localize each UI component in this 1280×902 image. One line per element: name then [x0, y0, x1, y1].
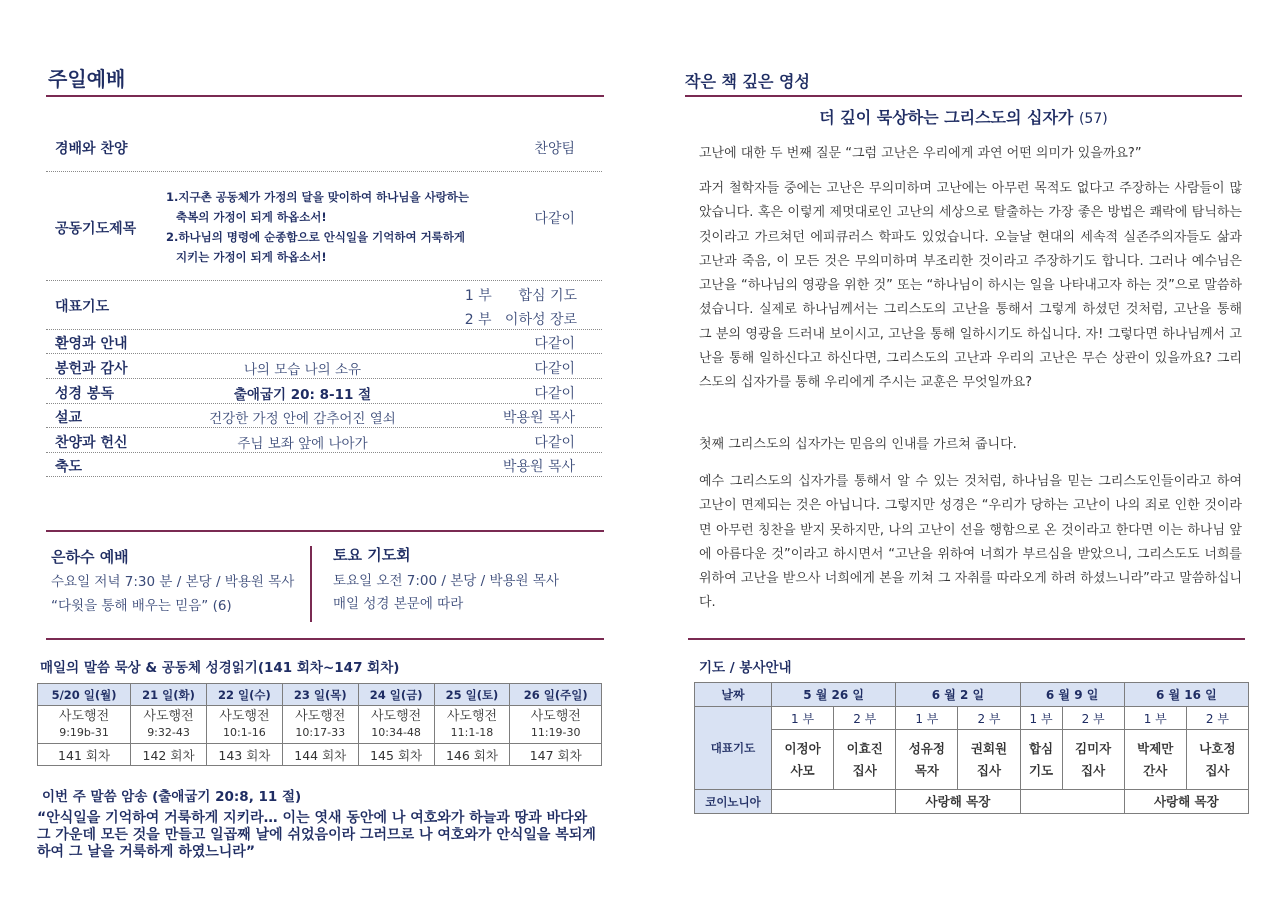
duty-part: 1 부	[772, 707, 834, 730]
prayer-topic-1b: 축복의 가정이 되게 하옵소서!	[176, 210, 327, 224]
reading-round: 142 회차	[131, 744, 207, 766]
order-label-scripture: 성경 봉독	[55, 386, 114, 402]
prayer-topic-1a: 1.지구촌 공동체가 가정의 달을 맞이하여 하나님을 사랑하는	[166, 190, 470, 204]
reading-books-row	[38, 706, 602, 744]
reading-round: 147 회차	[510, 744, 602, 766]
duty-koinonia: 사랑해 목장	[896, 790, 1020, 814]
order-rep-prayer-part1: 1 부 합심 기도	[464, 288, 577, 304]
duty-date: 6 월 9 일	[1020, 683, 1124, 707]
duty-prayer-label: 대표기도	[695, 707, 772, 790]
reading-book-cell: 사도행전 10:34-48	[358, 706, 434, 744]
reading-day: 5/20 일(월)	[38, 684, 131, 706]
duty-part: 2 부	[1062, 707, 1124, 730]
reading-book-cell: 사도행전 10:17-33	[282, 706, 358, 744]
duty-date: 5 월 26 일	[772, 683, 896, 707]
order-label-sermon: 설교	[55, 410, 83, 426]
duty-part: 1 부	[1124, 707, 1186, 730]
memory-verse-text: “안식일을 기억하여 거룩하게 지키라… 이는 엿새 동안에 나 여호와가 하늘과 땅과 바다와 그 가운데 모든 것을 만들고 일곱째 날에 쉬었음이라 그러므로 나 여호와가 안식일을 복되게 하여 그 날을 거룩하게 하였느니라”	[37, 810, 596, 860]
sat-service-title: 토요 기도회	[333, 546, 411, 564]
services-divider	[310, 546, 312, 622]
duty-koinonia	[772, 790, 896, 814]
article-point-1: 첫째 그리스도의 십자가는 믿음의 인내를 가르쳐 줍니다.	[699, 437, 1017, 452]
duty-prayer-person: 김미자 집사	[1062, 730, 1124, 790]
duty-date: 6 월 16 일	[1124, 683, 1248, 707]
duty-part: 2 부	[1186, 707, 1248, 730]
title-rule	[46, 95, 604, 97]
order-leader-benediction: 박용원 목사	[502, 459, 575, 475]
order-leader-prayer-topics: 다같이	[534, 211, 575, 227]
reading-round: 145 회차	[358, 744, 434, 766]
duty-prayer-person: 나호정 집사	[1186, 730, 1248, 790]
reading-book-cell: 사도행전 11:19-30	[510, 706, 602, 744]
duty-part: 2 부	[834, 707, 896, 730]
wed-service-title: 은하수 예배	[51, 548, 129, 566]
duty-date-label: 날짜	[695, 683, 772, 707]
sat-service-text: 매일 성경 본문에 따라	[333, 596, 464, 612]
wed-service-time: 수요일 저녁 7:30 분 / 본당 / 박용원 목사	[51, 574, 295, 590]
duty-prayer-person: 권회원 집사	[958, 730, 1020, 790]
article-paragraph-2: 예수 그리스도의 십자가를 통해서 알 수 있는 것처럼, 하나님을 믿는 그리스도인들이라고 하여 고난이 면제되는 것은 아닙니다. 그렇지만 성경은 “우리가 당하는 고난이 나의 죄로 인한 것이라면 아무런 칭찬을 받지 못하지만, 나의 고난이 선을 행함으로 온 것이라고 한다면 이는 하나님 앞에 아름다운 것”이라고 하시면서 “고난을 위하여 너희가 부르심을 받았으니, 그리스도도 너희를 위하여 고난을 받으사 너희에게 본을 끼쳐 그 자취를 따라오게 하려 하셨느니라”라고 말씀하십니다.	[699, 474, 1242, 611]
order-leader-praise: 찬양팀	[534, 141, 575, 157]
article-paragraph-1: 과거 철학자들 중에는 고난은 무의미하며 고난에는 아무런 목적도 없다고 주장하는 사람들이 많았습니다. 혹은 이렇게 제멋대로인 고난의 세상으로 탈출하는 가장 좋은 방법은 쾌락에 탐닉하는 것이라고 가르쳐던 에피큐러스 학파도 있었습니다. 오늘날 현대의 세속적 실존주의자들도 삶과 고난과 죽음, 이 모든 것은 무의미하며 부조리한 것이라고 주장하기도 합니다. 그러나 예수님은 고난을 “하나님의 영광을 위한 것” 또는 “하나님이 하시는 일을 나타내고자 하는 것”으로 말씀하셨습니다. 실제로 하나님께서는 그리스도의 고난을 통해서 그렇게 하셨던 것처럼, 고난을 통해 그 분의 영광을 드러내 보이시고, 고난을 통해 일하시기도 하십니다. 자! 그렇다면 하나님께서 고난을 통해 일하신다고 하신다면, 그리스도의 고난과 우리의 고난은 무슨 상관이 있을까요? 그리스도의 십자가를 통해 우리에게 주시는 교훈은 무엇일까요?	[699, 181, 1242, 391]
sat-service-time: 토요일 오전 7:00 / 본당 / 박용원 목사	[333, 573, 559, 589]
page-title-worship: 주일예배	[48, 67, 126, 91]
reading-rounds-row	[38, 744, 602, 766]
order-leader-scripture: 다같이	[534, 386, 575, 402]
duty-prayer-person: 이효진 집사	[834, 730, 896, 790]
reading-title: 매일의 말씀 묵상 & 공동체 성경읽기(141 회차~147 회차)	[40, 660, 400, 676]
duty-prayer-person: 성유정 목자	[896, 730, 958, 790]
wed-service-series: “다윗을 통해 배우는 믿음” (6)	[51, 598, 232, 614]
duty-title: 기도 / 봉사안내	[699, 660, 792, 676]
reading-day: 22 일(수)	[206, 684, 282, 706]
order-label-rep-prayer: 대표기도	[55, 299, 110, 315]
reading-days-row	[38, 684, 602, 706]
order-label-prayer-topics: 공동기도제목	[55, 221, 137, 237]
order-label-benediction: 축도	[55, 459, 83, 475]
reading-day: 24 일(금)	[358, 684, 434, 706]
prayer-topics-list	[166, 187, 469, 267]
order-leader-offering: 다같이	[534, 361, 575, 377]
reading-day: 23 일(목)	[282, 684, 358, 706]
reading-book-cell: 사도행전 9:32-43	[131, 706, 207, 744]
reading-table	[37, 683, 602, 766]
duty-part: 1 부	[1020, 707, 1062, 730]
prayer-topic-2b: 지키는 가정이 되게 하옵소서!	[176, 250, 327, 264]
order-label-praise: 경배와 찬양	[55, 141, 128, 157]
order-label-dedication: 찬양과 헌신	[55, 435, 128, 451]
duty-koinonia: 사랑해 목장	[1124, 790, 1248, 814]
order-scripture-ref: 출애굽기 20: 8-11 절	[233, 387, 372, 403]
reading-book-cell: 사도행전 10:1-16	[206, 706, 282, 744]
reading-day: 25 일(토)	[434, 684, 510, 706]
order-leader-sermon: 박용원 목사	[502, 410, 575, 426]
article-intro: 고난에 대한 두 번째 질문 “그럼 고난은 우리에게 과연 어떤 의미가 있을까요?”	[699, 146, 1142, 161]
order-sermon-title: 건강한 가정 안에 감추어진 열쇠	[209, 411, 396, 427]
order-hymn-offering: 나의 모습 나의 소유	[243, 362, 362, 378]
reading-round: 143 회차	[206, 744, 282, 766]
reading-round: 146 회차	[434, 744, 510, 766]
duty-part: 1 부	[896, 707, 958, 730]
duty-table	[694, 682, 1249, 814]
prayer-topic-2a: 2.하나님의 명령에 순종함으로 안식일을 기억하여 거룩하게	[166, 230, 466, 244]
reading-round: 144 회차	[282, 744, 358, 766]
duty-date: 6 월 2 일	[896, 683, 1020, 707]
duty-prayer-person: 이정아 사모	[772, 730, 834, 790]
reading-book-cell: 사도행전 9:19b-31	[38, 706, 131, 744]
page-title-devotional: 작은 책 깊은 영성	[685, 72, 810, 91]
duty-koinonia	[1020, 790, 1124, 814]
order-leader-dedication: 다같이	[534, 435, 575, 451]
reading-book-cell: 사도행전 11:1-18	[434, 706, 510, 744]
duty-koinonia-label: 코이노니아	[695, 790, 772, 814]
article-title: 더 깊이 묵상하는 그리스도의 십자가 (57)	[819, 108, 1108, 127]
reading-day: 21 일(화)	[131, 684, 207, 706]
order-label-offering: 봉헌과 감사	[55, 361, 128, 377]
duty-part: 2 부	[958, 707, 1020, 730]
order-hymn-dedication: 주님 보좌 앞에 나아가	[237, 436, 368, 452]
order-rep-prayer-part2: 2 부 이하성 장로	[464, 312, 577, 328]
order-leader-welcome: 다같이	[534, 336, 575, 352]
reading-round: 141 회차	[38, 744, 131, 766]
reading-day: 26 일(주일)	[510, 684, 602, 706]
memory-verse-title: 이번 주 말씀 암송 (출애굽기 20:8, 11 절)	[42, 789, 302, 805]
duty-prayer-person: 박제만 간사	[1124, 730, 1186, 790]
duty-prayer-person: 합심 기도	[1020, 730, 1062, 790]
order-label-welcome: 환영과 안내	[55, 336, 128, 352]
